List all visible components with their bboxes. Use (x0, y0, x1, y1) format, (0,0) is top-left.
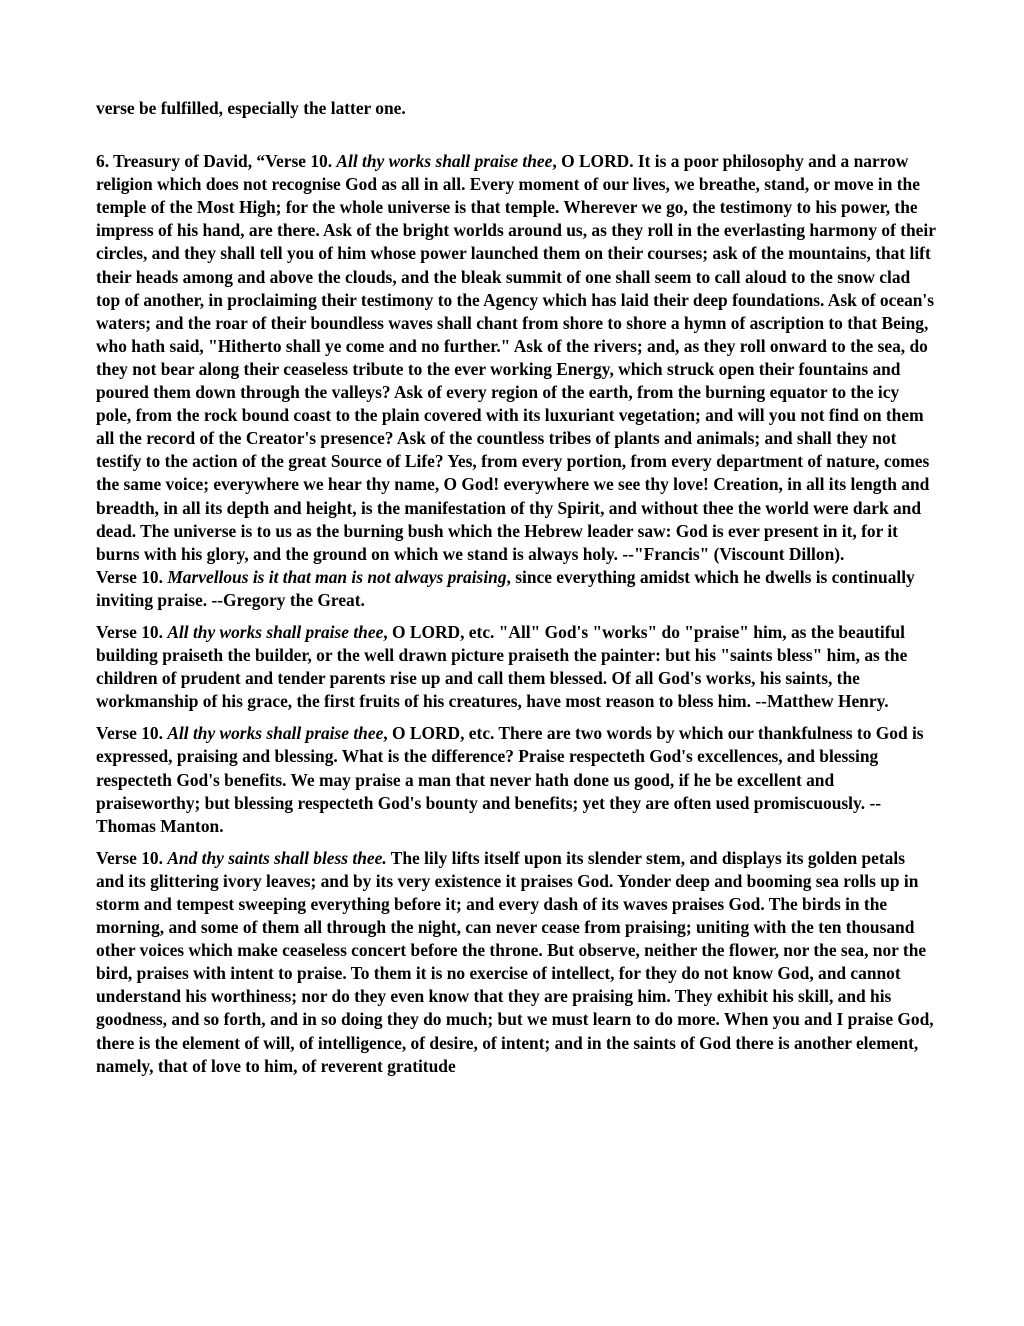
paragraph-saints-bless (96, 847, 936, 1078)
paragraph-body: , since everything amidst which he dwells is continually inviting praise. --Gregory the Great. (96, 566, 915, 610)
paragraph-treasury-of-david (96, 150, 936, 566)
verse-quote: All thy works shall praise thee (167, 723, 384, 744)
paragraph-intro: Verse 10. (96, 621, 168, 642)
verse-quote: And thy saints shall bless thee. (167, 847, 387, 868)
paragraph-intro: Verse 10. (96, 566, 168, 587)
paragraph-thomas-manton (96, 722, 936, 837)
document-page (96, 97, 936, 1078)
paragraph-matthew-henry (96, 621, 936, 713)
paragraph-gregory (96, 566, 936, 612)
paragraph-intro: 6. Treasury of David, “Verse 10. (96, 151, 337, 172)
paragraph-body: The lily lifts itself upon its slender stem, and displays its golden petals and its glittering ivory leaves; and by its very existence it praises God. Yonder deep and booming sea rolls up in storm and tempest sweeping everything before it; and every dash of its waves praises God. The birds in the morning, and some of them all through the night, can never cease from praising; uniting with the ten thousand other voices which make ceaseless concert before the throne. But observe, neither the flower, nor the sea, nor the bird, praises with intent to praise. To them it is no exercise of intellect, for they do not know God, and cannot understand his worthiness; nor do they even know that they are praising him. They exhibit his skill, and his goodness, and so forth, and in so doing they do much; but we must learn to do more. When you and I praise God, there is the element of will, of intelligence, of desire, of intent; and in the saints of God there is another element, namely, that of love to him, of reverent gratitude (96, 847, 934, 1076)
verse-quote: Marvellous is it that man is not always praising (167, 566, 507, 587)
paragraph-body: , O LORD, etc. "All" God's "works" do "praise" him, as the beautiful building praiseth the builder, or the well drawn picture praiseth the painter: but his "saints bless" him, as the children of prudent and tender parents rise up and call them blessed. Of all God's works, his saints, the workmanship of his grace, the first fruits of his creatures, have most reason to bless him. --Matthew Henry. (96, 621, 908, 712)
paragraph-intro: Verse 10. (96, 847, 168, 868)
paragraph-body: , O LORD. It is a poor philosophy and a narrow religion which does not recognise God as all in all. Every moment of our lives, we breathe, stand, or move in the temple of the Most High; for the whole universe is that temple. Wherever we go, the testimony to his power, the impress of his hand, are there. Ask of the bright worlds around us, as they roll in the everlasting harmony of their circles, and they shall tell you of him whose power launched them on their courses; ask of the mountains, that lift their heads among and above the clouds, and the bleak summit of one shall seem to call aloud to the snow clad top of another, in proclaiming their testimony to the Agency which has laid their deep foundations. Ask of ocean's waters; and the roar of their boundless waves shall chant from shore to shore a hymn of ascription to that Being, who hath said, "Hitherto shall ye come and no further." Ask of the rivers; and, as they roll onward to the sea, do they not bear along their ceaseless tribute to the ever working Energy, which struck open their fountains and poured them down through the valleys? Ask of every region of the earth, from the burning equator to the icy pole, from the rock bound coast to the plain covered with its luxuriant vegetation; and will you not find on them all the record of the Creator's presence? Ask of the countless tribes of plants and animals; and shall they not testify to the action of the great Source of Life? Yes, from every portion, from every department of nature, comes the same voice; everywhere we hear thy name, O God! everywhere we see thy love! Creation, in all its length and breadth, in all its depth and height, is the manifestation of thy Spirit, and without thee the world were dark and dead. The universe is to us as the burning bush which the Hebrew leader saw: God is ever present in it, for it burns with his glory, and the ground on which we stand is always holy. --"Francis" (Viscount Dillon). (96, 151, 936, 564)
continuation-line: verse be fulfilled, especially the latter one. (96, 98, 406, 118)
paragraph-intro: Verse 10. (96, 723, 168, 744)
verse-quote: All thy works shall praise thee (167, 621, 384, 642)
paragraph-body: , O LORD, etc. There are two words by which our thankfulness to God is expressed, praising and blessing. What is the difference? Praise respecteth God's excellences, and blessing respecteth God's benefits. We may praise a man that never hath done us good, if he be excellent and praiseworthy; but blessing respecteth God's bounty and benefits; yet they are often used promiscuously. -- Thomas Manton. (96, 723, 924, 836)
verse-quote: All thy works shall praise thee (336, 151, 553, 172)
